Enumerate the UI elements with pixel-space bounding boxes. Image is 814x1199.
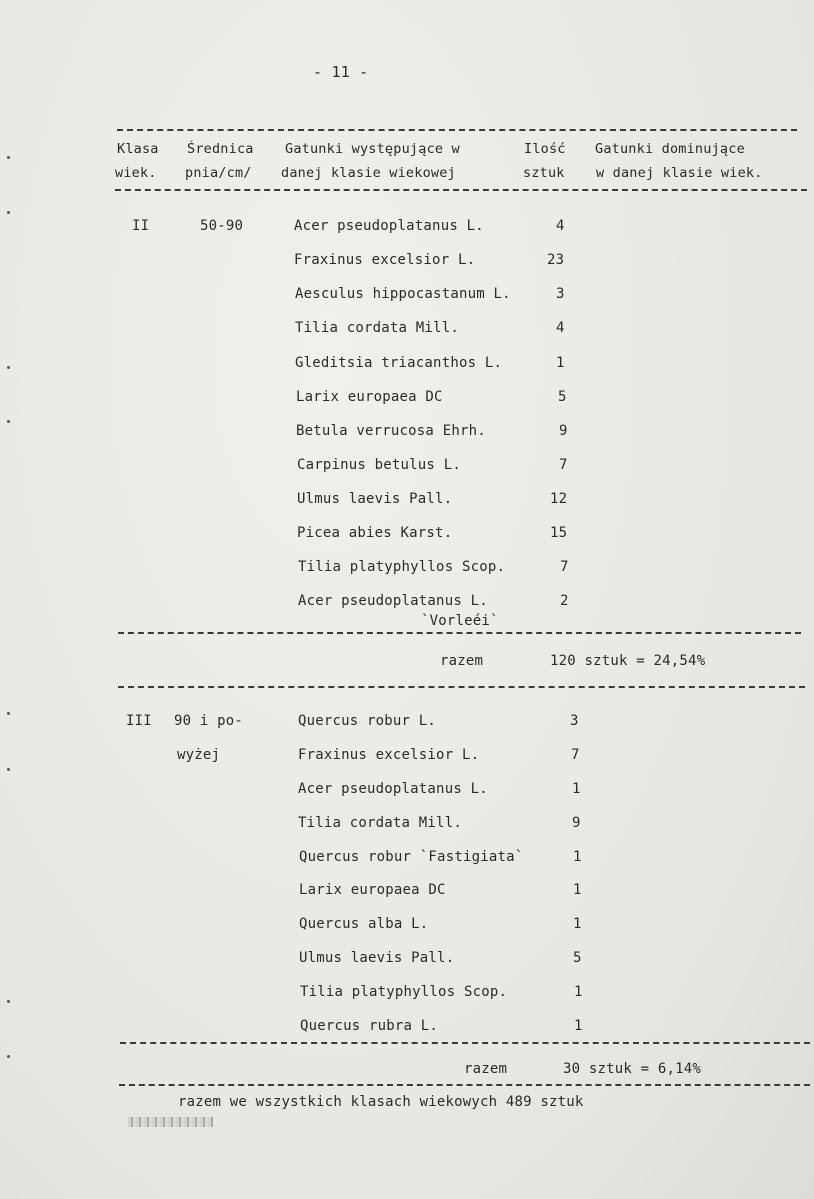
header-top-rule (117, 129, 797, 131)
species-count: 5 (573, 950, 582, 966)
margin-dot (7, 1000, 10, 1003)
species-name: Ulmus laevis Pall. (299, 950, 455, 966)
species-name: Larix europaea DC (296, 389, 443, 405)
species-count: 2 (560, 593, 569, 609)
species-count: 7 (560, 559, 569, 575)
species-count: 7 (571, 747, 580, 763)
header-srednica-1: Średnica (187, 141, 254, 157)
species-name: Fraxinus excelsior L. (298, 747, 480, 763)
species-count: 4 (556, 218, 565, 234)
group-klasa: III (126, 713, 152, 729)
header-gatunki-1: Gatunki występujące w (285, 141, 460, 157)
species-name: Picea abies Karst. (297, 525, 453, 541)
species-count: 5 (558, 389, 567, 405)
page-number: - 11 - (313, 63, 369, 81)
species-name: Tilia platyphyllos Scop. (300, 984, 508, 1000)
margin-dot (7, 712, 10, 715)
species-name: Ulmus laevis Pall. (297, 491, 453, 507)
header-bottom-rule (115, 189, 807, 191)
grand-total: razem we wszystkich klasach wiekowych 489 sztuk (178, 1094, 584, 1110)
header-klasa-1: Klasa (117, 141, 159, 157)
species-name: Acer pseudoplatanus L. (298, 593, 488, 609)
species-name: Larix europaea DC (299, 882, 446, 898)
species-count: 1 (573, 882, 582, 898)
stamp-mark (128, 1117, 213, 1127)
group-rule (118, 632, 801, 634)
margin-dot (7, 156, 10, 159)
species-name: Acer pseudoplatanus L. (298, 781, 488, 797)
header-dominujace-1: Gatunki dominujące (595, 141, 745, 157)
species-count: 1 (574, 984, 583, 1000)
header-gatunki-2: danej klasie wiekowej (281, 165, 456, 181)
species-name: Tilia cordata Mill. (298, 815, 462, 831)
species-count: 15 (550, 525, 568, 541)
species-count: 3 (556, 286, 565, 302)
species-count: 9 (572, 815, 581, 831)
species-count: 1 (574, 1018, 583, 1034)
cultivar-note: `Vorleéi` (421, 613, 499, 629)
group-rule (120, 1042, 810, 1044)
species-name: Tilia platyphyllos Scop. (298, 559, 506, 575)
header-srednica-2: pnia/cm/ (185, 165, 252, 181)
species-name: Quercus rubra L. (300, 1018, 439, 1034)
species-name: Carpinus betulus L. (297, 457, 461, 473)
margin-dot (7, 366, 10, 369)
group-srednica: 90 i po- (174, 713, 244, 729)
species-name: Fraxinus excelsior L. (294, 252, 476, 268)
header-klasa-2: wiek. (115, 165, 157, 181)
species-count: 23 (547, 252, 565, 268)
species-count: 12 (550, 491, 568, 507)
species-count: 1 (573, 849, 582, 865)
group-srednica: wyżej (177, 747, 221, 763)
margin-dot (7, 768, 10, 771)
header-ilosc-1: Ilość (524, 141, 566, 157)
header-ilosc-2: sztuk (523, 165, 565, 181)
header-dominujace-2: w danej klasie wiek. (596, 165, 763, 181)
group-rule (118, 686, 805, 688)
species-count: 1 (572, 781, 581, 797)
summary-value: 120 sztuk = 24,54% (550, 653, 706, 669)
species-count: 4 (556, 320, 565, 336)
species-name: Quercus robur `Fastigiata` (299, 849, 524, 865)
species-name: Gleditsia triacanthos L. (295, 355, 503, 371)
species-count: 7 (559, 457, 568, 473)
summary-label: razem (464, 1061, 508, 1077)
species-count: 1 (573, 916, 582, 932)
species-name: Quercus alba L. (299, 916, 429, 932)
species-name: Betula verrucosa Ehrh. (296, 423, 486, 439)
group-klasa: II (132, 218, 150, 234)
summary-label: razem (440, 653, 484, 669)
species-count: 3 (570, 713, 579, 729)
margin-dot (7, 1055, 10, 1058)
margin-dot (7, 420, 10, 423)
summary-value: 30 sztuk = 6,14% (563, 1061, 702, 1077)
species-name: Acer pseudoplatanus L. (294, 218, 484, 234)
species-count: 1 (556, 355, 565, 371)
species-name: Quercus robur L. (298, 713, 437, 729)
margin-dot (7, 211, 10, 214)
group-rule (119, 1084, 810, 1086)
species-count: 9 (559, 423, 568, 439)
species-name: Aesculus hippocastanum L. (295, 286, 511, 302)
species-name: Tilia cordata Mill. (295, 320, 459, 336)
group-srednica: 50-90 (200, 218, 244, 234)
